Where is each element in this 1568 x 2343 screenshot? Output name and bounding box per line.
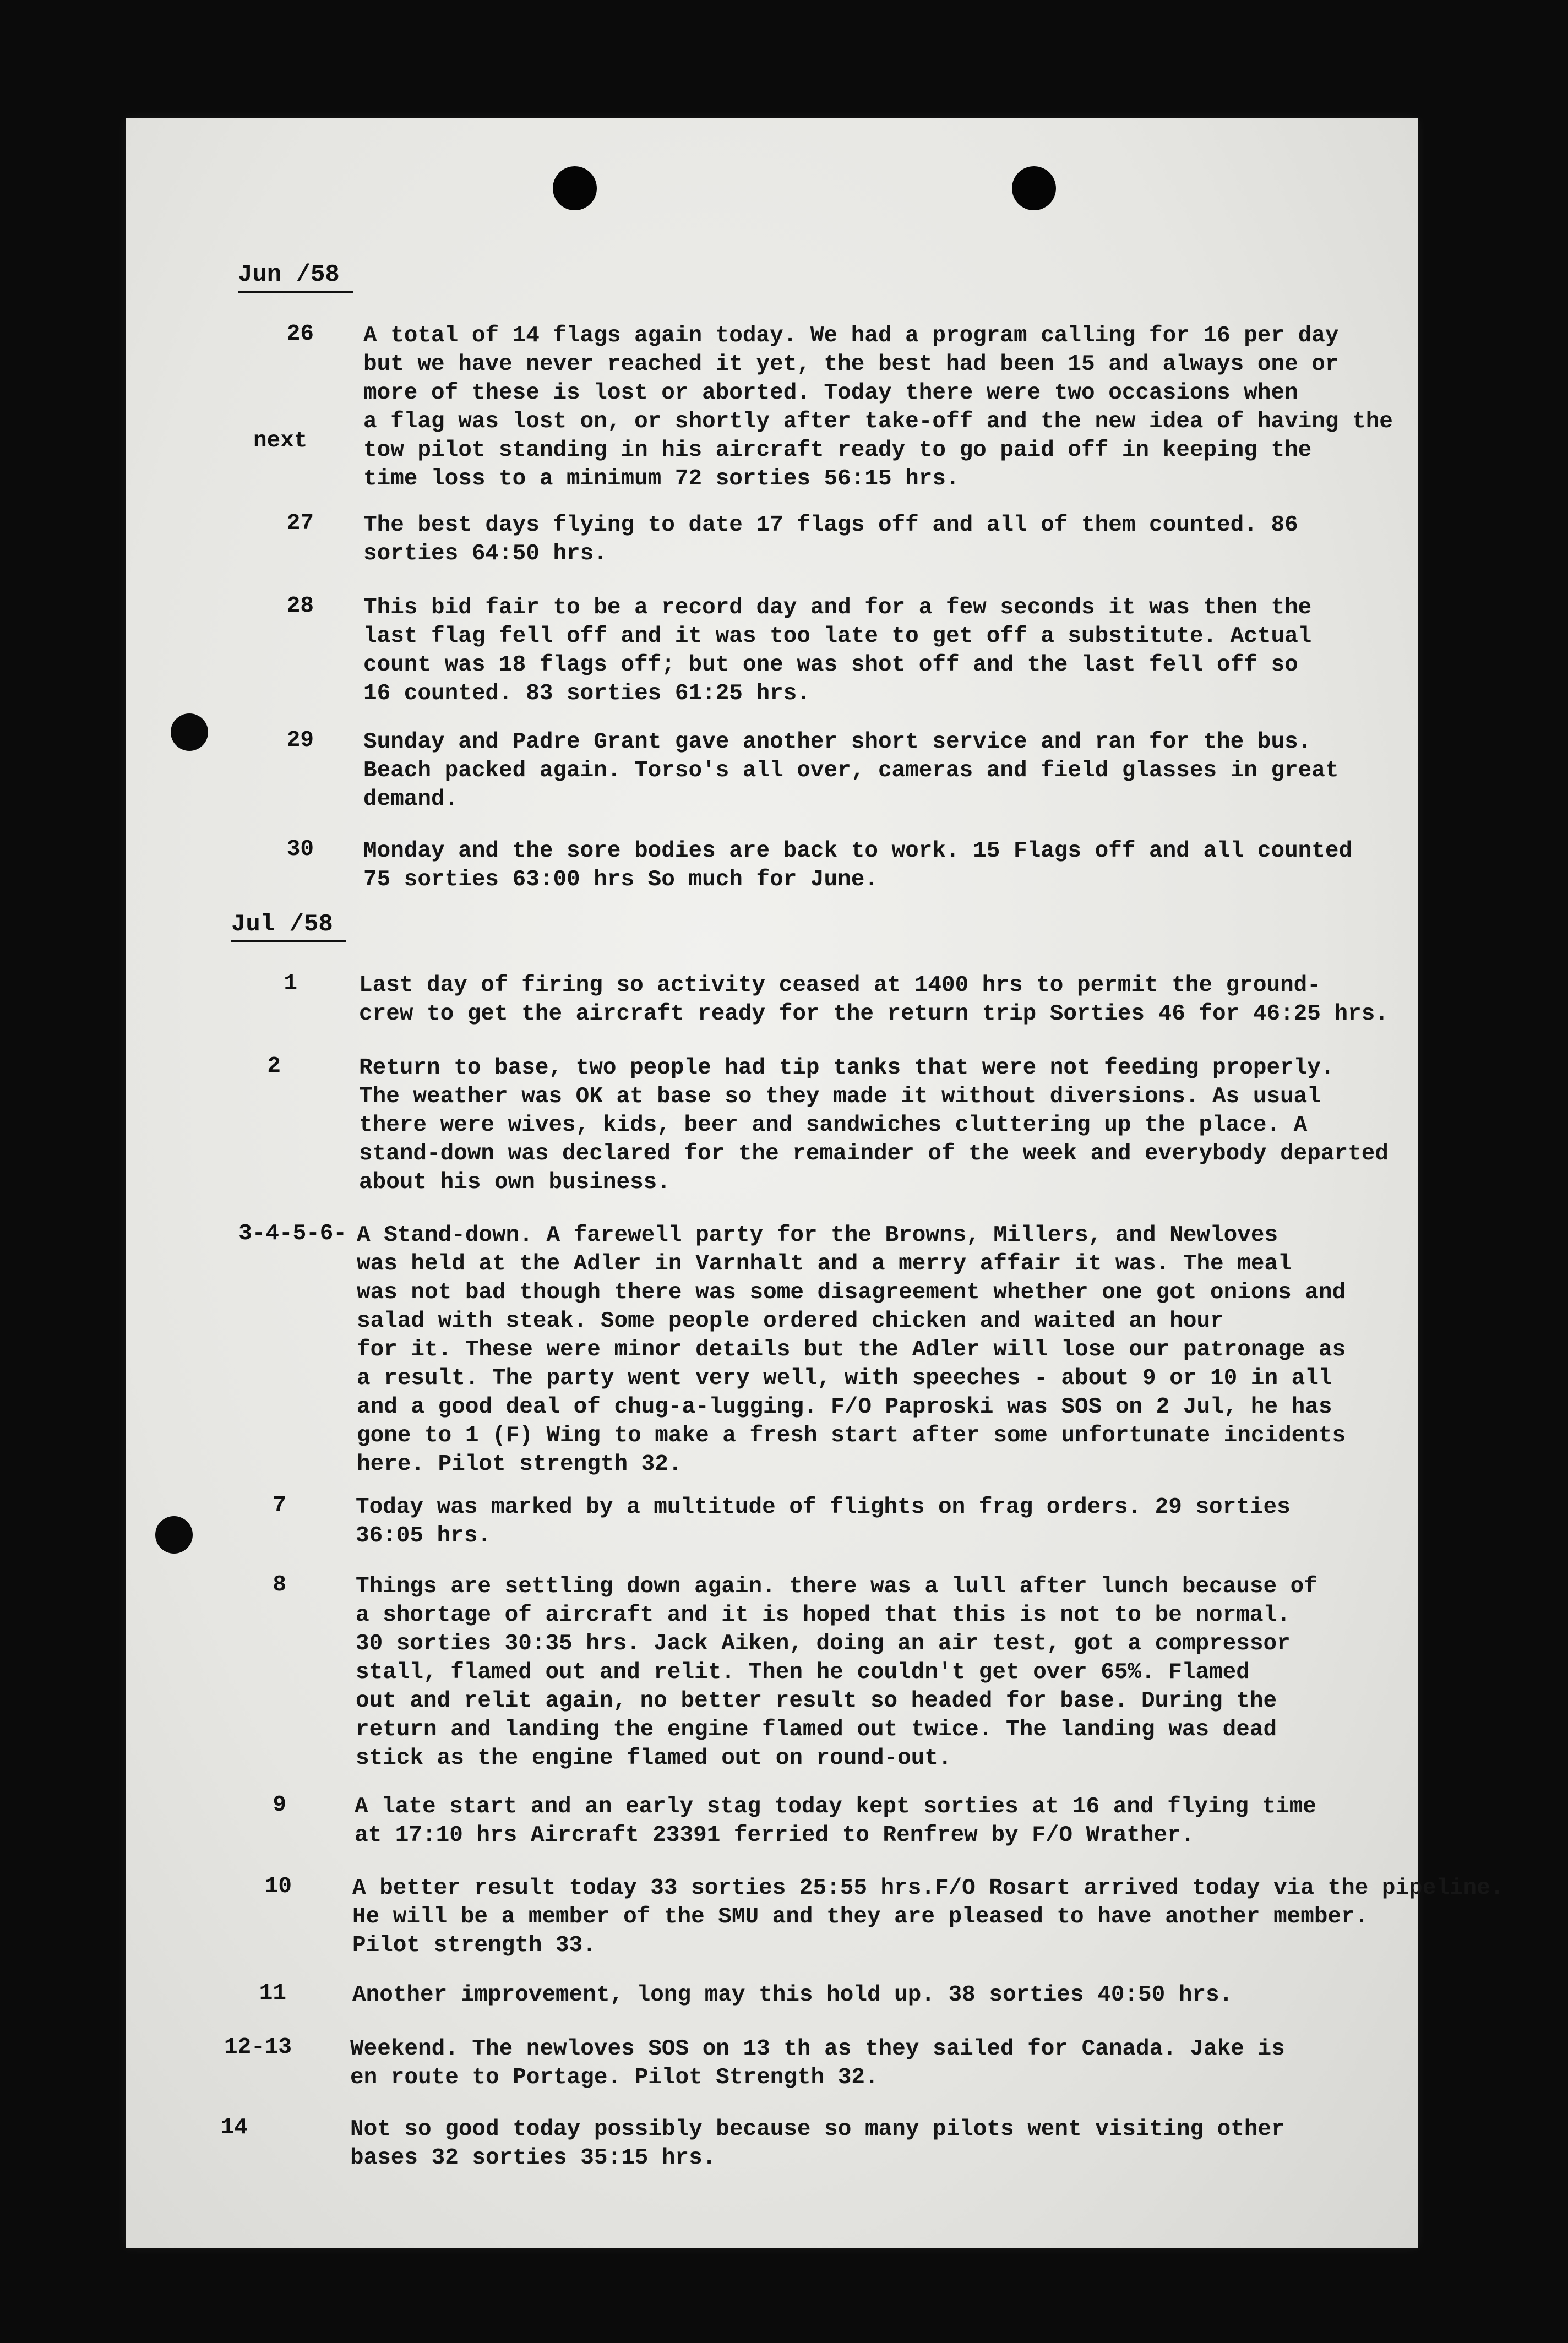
entry-date: 30 bbox=[286, 837, 314, 862]
entry-date: 14 bbox=[220, 2115, 248, 2140]
punch-hole-right bbox=[1012, 166, 1056, 210]
entry-text: Monday and the sore bodies are back to work. 15 Flags off and all counted 75 sorties 63:00 hrs So much for June. bbox=[363, 838, 1353, 892]
section-heading-july: Jul /58 bbox=[231, 911, 346, 942]
entry-text: This bid fair to be a record day and for a few seconds it was then the last flag fell off and it was too late to get off a substitute. Actual count was 18 flags off; but one was shot off and the last fell off so 16 counted. 83 sorties 61:25 hrs. bbox=[363, 595, 1312, 706]
entry-text: Return to base, two people had tip tanks that were not feeding properly. The weather was OK at base so they made it without diversions. As usual there were wives, kids, beer and sandwiches cluttering up the place. A stand-down was declared for the remainder of the week and everybody departed about his own business. bbox=[359, 1055, 1389, 1195]
entry-text: Weekend. The newloves SOS on 13 th as they sailed for Canada. Jake is en route to Portage. Pilot Strength 32. bbox=[350, 2036, 1285, 2090]
margin-note: next bbox=[253, 428, 308, 454]
entry-date: 11 bbox=[259, 1981, 286, 2006]
entry-text: A better result today 33 sorties 25:55 hrs.F/O Rosart arrived today via the pipeline. He will be a member of the SMU and they are pleased to have another member. Pilot strength 33. bbox=[352, 1876, 1504, 1958]
entry-date: 9 bbox=[273, 1792, 286, 1818]
entry-text: Sunday and Padre Grant gave another short service and ran for the bus. Beach packed again. Torso's all over, cameras and field glasses in great demand. bbox=[363, 729, 1339, 812]
entry-text: A total of 14 flags again today. We had a program calling for 16 per day but we have never reached it yet, the best had been 15 and always one or more of these is lost or aborted. Today there were two occasions when a flag was lost on, or shortly after take-off and the new idea of having the tow pilot standing in his aircraft ready to go paid off in keeping the time loss to a minimum 72 sorties 56:15 hrs. bbox=[363, 323, 1393, 492]
entry-date: 2 bbox=[267, 1054, 281, 1079]
entry-text: Things are settling down again. there was a lull after lunch because of a shortage of aircraft and it is hoped that this is not to be normal. 30 sorties 30:35 hrs. Jack Aiken, doing an air test, got a compressor stall, flamed out and relit. Then he couldn't get over 65%. Flamed out and relit again, no better result so headed for base. During the return and landing the engine flamed out twice. The landing was dead stick as the engine flamed out on round-out. bbox=[356, 1574, 1317, 1771]
entry-date: 1 bbox=[284, 971, 297, 996]
entry-date: 28 bbox=[286, 593, 314, 619]
entry-date: 8 bbox=[273, 1572, 286, 1598]
entry-text: Last day of firing so activity ceased at 1400 hrs to permit the ground- crew to get the aircraft ready for the return trip Sorties 46 for 46:25 hrs. bbox=[359, 973, 1389, 1027]
entry-date: 3-4-5-6- bbox=[238, 1221, 347, 1246]
entry-date: 29 bbox=[286, 728, 314, 753]
entry-date: 27 bbox=[286, 511, 314, 536]
entry-text: The best days flying to date 17 flags off and all of them counted. 86 sorties 64:50 hrs. bbox=[363, 513, 1298, 566]
margin-dot-lower bbox=[155, 1516, 193, 1554]
entry-text: Another improvement, long may this hold up. 38 sorties 40:50 hrs. bbox=[352, 1982, 1233, 2008]
entry-text: Not so good today possibly because so many pilots went visiting other bases 32 sorties 35:15 hrs. bbox=[350, 2117, 1285, 2171]
punch-hole-left bbox=[553, 166, 597, 210]
entry-text: Today was marked by a multitude of flights on frag orders. 29 sorties 36:05 hrs. bbox=[356, 1495, 1291, 1549]
entry-date: 12-13 bbox=[224, 2035, 292, 2060]
entry-date: 10 bbox=[264, 1874, 292, 1899]
entry-text: A Stand-down. A farewell party for the Browns, Millers, and Newloves was held at the Adler in Varnhalt and a merry affair it was. The meal was not bad though there was some disagreement whether one got onions and salad with steak. Some people ordered chicken and waited an hour for it. These were minor details but the Adler will lose our patronage as a result. The party went very well, with speeches - about 9 or 10 in all and a good deal of chug-a-lugging. F/O Paproski was SOS on 2 Jul, he has gone to 1 (F) Wing to make a fresh start after some unfortunate incidents here. Pilot strength 32. bbox=[357, 1223, 1346, 1477]
entry-date: 26 bbox=[286, 322, 314, 347]
section-heading-june: Jun /58 bbox=[238, 261, 353, 293]
entry-date: 7 bbox=[273, 1493, 286, 1518]
entry-text: A late start and an early stag today kept sorties at 16 and flying time at 17:10 hrs Aircraft 23391 ferried to Renfrew by F/O Wrather. bbox=[355, 1794, 1316, 1848]
